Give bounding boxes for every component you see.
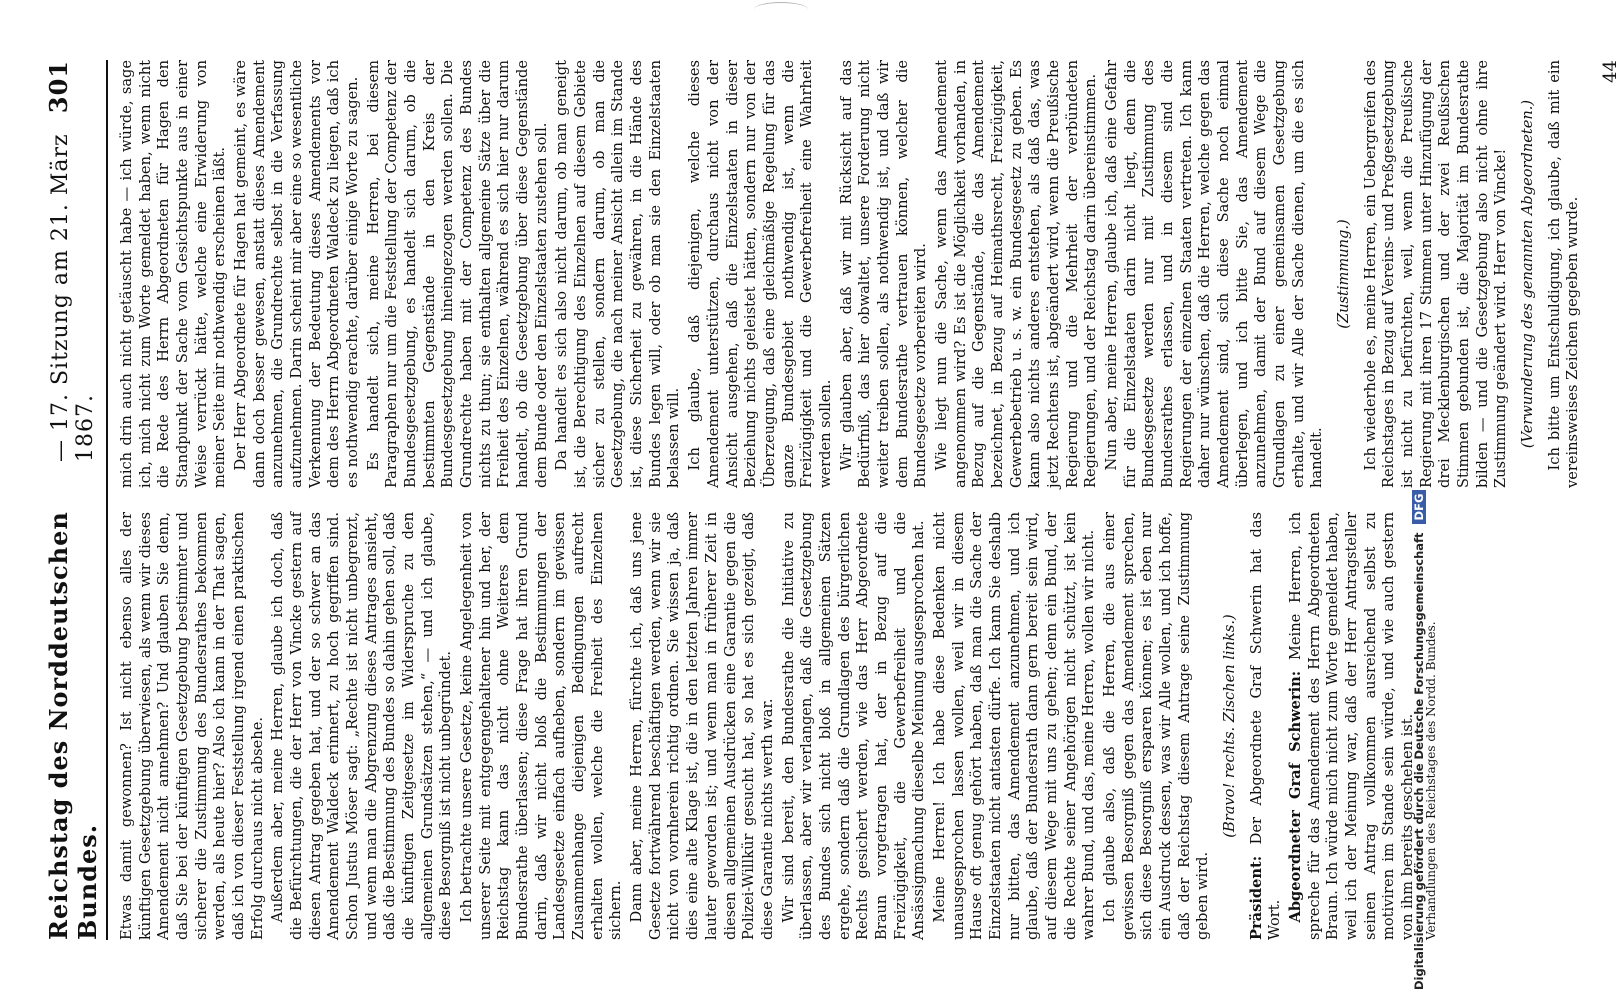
president-text: Der Abgeordnete Graf Schwerin hat das Wort. — [1247, 511, 1284, 940]
page-number: 301 — [44, 60, 73, 114]
right-paragraph: Der Herr Abgeordnete für Hagen hat gemeint, es wäre dann doch besser gewesen, anstatt dieses Amendement anzunehmen, die Grundrechte selbst in die Verfassung aufzunehmen. Darin scheint mir aber eine so wesentliche Verkennung der Bedeutung dieses Amendements vor dem des Herrn Abgeordneten Waldeck zu liegen, daß ich es nothwendig erachte, darüber einige Worte zu sagen. — [232, 60, 362, 488]
left-paragraph: Ich betrachte unsere Gesetze, keine Angelegenheit von unserer Seite mit entgegengehaltener hin und her, der Reichstag kann das nicht ohne Weiteres dem Bundesrathe überlassen; diese Frage hat ihren Grund darin, daß wir nicht bloß die Bestimmungen der Landesgesetze einfach aufheben, sondern im gewissen Zusammenhange diejenigen Bedingungen aufrecht erhalten wollen, welche die Freiheit des Einzelnen sichern. — [458, 512, 625, 940]
left-paragraph: Wir sind bereit, den Bundesrathe die Initiative zu überlassen, aber wir verlangen, daß die Gesetzgebung des Bundes sich nicht bloß in allgemeinen Sätzen ergehe, sondern daß die Grundlagen des bürgerlichen Rechts gesichert werden, wie das Herr Abgeordnete Braun vorgetragen hat, der in Bezug auf die Freizügigkeit, die Gewerbefreiheit und die Ansässigmachung dieselbe Meinung ausgesprochen hat. — [779, 512, 928, 940]
left-paragraph: Etwas damit gewonnen? Ist nicht ebenso alles der künftigen Gesetzgebung überwiesen, als wenn wir dieses Amendement nicht annehmen? Und glauben Sie denn, daß Sie bei der künftigen Gesetzgebung bestimmter und sicherer die Zustimmung des Bundesrathes bekommen werden, als heute hier? Also ich kann in der That sagen, daß ich von dieser Feststellung irgend einen praktischen Erfolg durchaus nicht absehe. — [118, 512, 266, 940]
dfg-logo: DFG — [1412, 490, 1426, 525]
president-line — [1248, 512, 1285, 940]
speaker-label: Abgeordneter Graf Schwerin: — [1286, 670, 1304, 923]
approval-note: (Zustimmung.) — [1335, 219, 1352, 329]
page-header-title: Reichstag des Norddeutschen Bundes. — [44, 511, 102, 940]
right-paragraph: Ich glaube, daß diejenigen, welche dieses Amendement unterstützen, durchaus nicht von der Ansicht ausgehen, daß die Einzelstaaten in dieser Beziehung nichts geleistet hätten, sondern nur von der Überzeugung, daß eine gleichmäßige Regelung für das ganze Bundesgebiet nothwendig ist, wenn die Freizügigkeit und die Gewerbefreiheit eine Wahrheit werden sollen. — [686, 60, 834, 488]
page-header-session: — 17. Sitzung am 21. März 1867. — [48, 133, 98, 463]
right-column — [118, 60, 1622, 488]
left-paragraph: Meine Herren! Ich habe diese Bedenken nicht unausgesprochen lassen wollen, weil wir in diesem Hause oft genug gehört haben, daß man die Sache der Einzelstaaten nicht antasten dürfe. Ich kann Sie deshalb nur bitten, das Amendement anzunehmen, und ich glaube, daß der Bundesrath dann gern bereit sein wird, auf diesem Wege mit uns zu gehen; denn ein Bund, der die Rechte seiner Angehörigen nicht schützt, ist kein wahrer Bund, und das, meine Herren, wollen wir nicht. — [930, 512, 1098, 940]
right-paragraph: Ich bitte um Entschuldigung, ich glaube, daß mit ein vereinsweises Zeichen gegeben wurde. — [1545, 60, 1582, 488]
speaker-text: Meine Herren, ich spreche für das Amendement des Herrn Abgeordneten Braun. Ich würde mich nicht zum Worte gemeldet haben, weil ich der Meinung war, daß der Herr Antragsteller seinen Antrag vollkommen ausreichend selbst zu motiviren im Stande sein würde, und wie auch gestern von ihm bereits geschehen ist. — [1286, 512, 1417, 940]
left-paragraph: Dann aber, meine Herren, fürchte ich, daß uns jene Gesetze fortwährend beschäftigen werden, wenn wir sie nicht von vornherein richtig ordnen. Sie wissen ja, daß dies eine alte Klage ist, die in den letzten Jahren immer lauter geworden ist; und wenn man in früherer Zeit in diesen allgemeinen Ausdrücken eine Garantie gegen die Polizei-Willkür gesucht hat, so hat es sich gezeigt, daß diese Garantie nichts werth war. — [628, 512, 776, 940]
speaker-line — [1287, 512, 1418, 940]
applause-note: (Bravo! rechts. Zischen links.) — [1220, 614, 1238, 838]
right-paragraph: Es handelt sich, meine Herren, bei diesem Paragraphen nur um die Feststellung der Competenz der Bundesgesetzgebung, es handelt sich darum, ob die bestimmten Gegenstände in den Kreis der Bundesgesetzgebung hineingezogen werden sollen. Die Grundrechte haben mit der Competenz des Bundes nichts zu thun; sie enthalten allgemeine Sätze über die Freiheit des Einzelnen, während es sich hier nur darum handelt, ob die Gesetzgebung über diese Gegenstände dem Bunde oder den Einzelstaaten zustehen soll. — [364, 60, 550, 488]
dfg-stamp — [1412, 0, 1426, 990]
astonishment-note: (Verwunderung des genannten Abgeordneten.) — [1519, 99, 1537, 449]
scan-artifact — [754, 2, 808, 17]
signature-mark: 44 — [1600, 60, 1622, 83]
page-footer: Verhandlungen des Reichstages des Nordd. Bundes. — [1423, 621, 1438, 940]
left-paragraph: Außerdem aber, meine Herren, glaube ich doch, daß die Befürchtungen, die der Herr von Vincke gestern auf diesen Antrag gegeben hat, und der so schwer an das Amendement Waldeck erinnert, zu hoch gegriffen sind. Schon Justus Möser sagt: „Rechte ist nicht unbegrenzt, und wenn man die Abgrenzung dieses Antrages ansieht, daß die Bestimmung des Bundes so dahin gehen soll, daß die künftigen Zeitgesetze im Widerspruche zu den allgemeinen Grundsätzen stehen,“ — und ich glaube, diese Besorgniß ist nicht unbegründet. — [269, 512, 455, 940]
right-paragraph: Wie liegt nun die Sache, wenn das Amendement angenommen wird? Es ist die Möglichkeit vorhanden, in Bezug auf die Gegenstände, die das Amendement bezeichnet, in Bezug auf Heimathsrecht, Freizügigkeit, Gewerbebetrieb u. s. w. ein Bundesgesetz zu geben. Es kann also nichts anderes entstehen, als daß das, was jetzt Rechtens ist, abgeändert wird, wenn die Preußische Regierung und die Mehrheit der verbündeten Regierungen, und der Reichstag darin übereinstimmen. — [932, 60, 1100, 488]
right-paragraph: Ich wiederhole es, meine Herren, ein Uebergreifen des Reichstages in Bezug auf Vereins- und Preßgesetzgebung ist nicht zu befürchten, weil, wenn die Preußische Regierung mit ihren 17 Stimmen unter Hinzufügung der drei Mecklenburgischen und der zwei Reußischen Stimmen gebunden ist, die Majorität im Bundesrathe bilden — und die Gesetzgebung also nicht ohne ihre Zustimmung geändert wird. Herr von Vincke! — [1361, 60, 1510, 488]
left-paragraph: Ich glaube also, daß die Herren, die aus einer gewissen Besorgniß gegen das Amendement sprechen, sich diese Besorgniß ersparen können; es ist eben nur ein Ausdruck dessen, was wir Alle wollen, und ich hoffe, daß der Reichstag diesem Antrage seine Zustimmung geben wird. — [1100, 512, 1212, 940]
president-label: Präsident: — [1247, 855, 1265, 940]
page-header — [44, 60, 108, 940]
dfg-stamp-text: Digitalisierung gefördert durch die Deutsche Forschungsgemeinschaft — [1412, 532, 1426, 990]
right-paragraph: Wir glauben aber, daß wir mit Rücksicht auf das Bedürfniß, das hier obwaltet, unsere Forderung nicht weiter treiben sollen, als nothwendig ist, und daß wir dem Bundesrathe vertrauen können, welcher die Bundesgesetze vorbereiten wird. — [837, 60, 930, 488]
right-paragraph: Nun aber, meine Herren, glaube ich, daß eine Gefahr für die Einzelstaaten darin nicht liegt, denn die Bundesgesetze werden nur mit Zustimmung des Bundesrathes erlassen, und in diesem sind die Regierungen der einzelnen Staaten vertreten. Ich kann daher nur wünschen, daß die Herren, welche gegen das Amendement sind, sich diese Sache noch einmal überlegen, und ich bitte Sie, das Amendement anzunehmen, damit der Bund auf diesem Wege die Grundlagen zu einer gemeinsamen Gesetzgebung erhalte, und wir Alle der Sache dienen, um die es sich handelt. — [1102, 60, 1326, 488]
right-paragraph: Da handelt es sich also nicht darum, ob man geneigt ist, die Berechtigung des Einzelnen auf diesem Gebiete sicher zu stellen, sondern darum, ob man die Gesetzgebung, die nach meiner Ansicht allein im Stande ist, diese Sicherheit zu gewähren, in die Hände des Bundes legen will, oder ob man sie den Einzelstaaten belassen will. — [553, 60, 683, 488]
right-paragraph: mich drin auch nicht getäuscht habe — ich würde, sage ich, mich nicht zum Worte gemeldet haben, wenn nicht die Rede des Herrn Abgeordneten für Hagen den Standpunkt der Sache vom Gesichtspunkte aus in einer Weise verrückt hätte, welche eine Erwiderung von meiner Seite mir nothwendig erscheinen läßt. — [118, 60, 229, 488]
